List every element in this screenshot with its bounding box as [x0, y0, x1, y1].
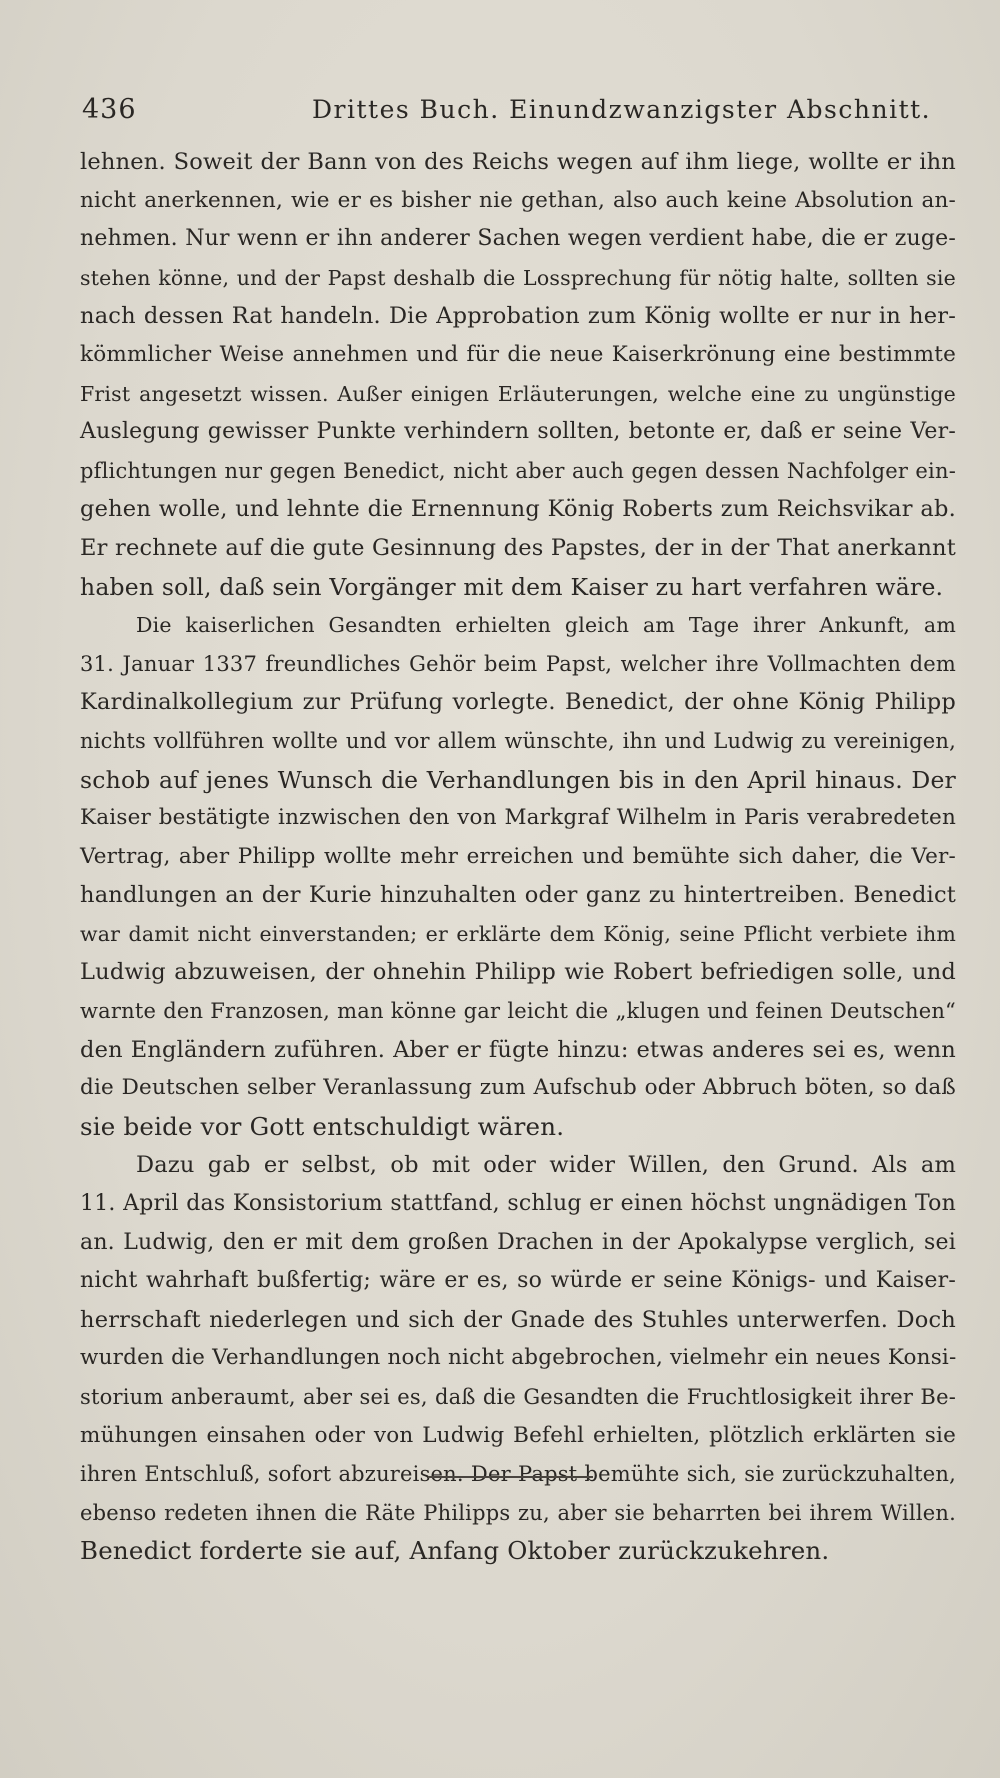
text-line: 11. April das Konsistorium stattfand, schlug er einen höchst ungnädigen Ton: [80, 1191, 956, 1217]
paragraph-1: [80, 143, 956, 606]
body-text: [80, 143, 956, 1571]
section-end-rule: [428, 1476, 593, 1478]
text-line: Dazu gab er selbst, ob mit oder wider Willen, den Grund. Als am: [136, 1152, 956, 1179]
page-number: 436: [82, 94, 137, 125]
text-line: nichts vollführen wollte und vor allem wünschte, ihn und Ludwig zu vereinigen,: [80, 728, 956, 753]
text-line: gehen wolle, und lehnte die Ernennung König Roberts zum Reichsvikar ab.: [80, 496, 956, 523]
text-line: Benedict forderte sie auf, Anfang Oktober zurückzukehren.: [80, 1536, 830, 1566]
text-line: stehen könne, und der Papst deshalb die Lossprechung für nötig halte, sollten sie: [80, 265, 956, 290]
text-line: warnte den Franzosen, man könne gar leicht die „klugen und feinen Deutschen“: [80, 999, 956, 1024]
text-line: Vertrag, aber Philipp wollte mehr erreichen und bemühte sich daher, die Ver-: [80, 843, 956, 869]
text-line: nicht anerkennen, wie er es bisher nie gethan, also auch keine Absolution an-: [80, 187, 956, 213]
text-line: war damit nicht einverstanden; er erklärte dem König, seine Pflicht verbiete ihm: [80, 921, 956, 946]
text-line: lehnen. Soweit der Bann von des Reichs wegen auf ihm liege, wollte er ihn: [80, 149, 956, 175]
text-line: 31. Januar 1337 freundliches Gehör beim Papst, welcher ihre Vollmachten dem: [80, 651, 956, 676]
text-line: den Engländern zuführen. Aber er fügte hinzu: etwas anderes sei es, wenn: [80, 1036, 956, 1063]
text-line: ebenso redeten ihnen die Räte Philipps zu, aber sie beharrten bei ihrem Willen.: [80, 1500, 956, 1525]
text-line: nehmen. Nur wenn er ihn anderer Sachen wegen verdient habe, die er zuge-: [80, 226, 956, 252]
text-line: ihren Entschluß, sofort abzureisen. Der Papst bemühte sich, sie zurückzuhalten,: [80, 1462, 956, 1487]
text-line: Auslegung gewisser Punkte verhindern sollten, betonte er, daß er seine Ver-: [80, 419, 956, 445]
text-line: die Deutschen selber Veranlassung zum Aufschub oder Abbruch böten, so daß: [80, 1075, 956, 1101]
paragraph-3: [80, 1146, 956, 1571]
text-line: schob auf jenes Wunsch die Verhandlungen bis in den April hinaus. Der: [80, 765, 956, 794]
text-line: haben soll, daß sein Vorgänger mit dem Kaiser zu hart verfahren wäre.: [80, 572, 944, 601]
text-line: handlungen an der Kurie hinzuhalten oder ganz zu hintertreiben. Benedict: [80, 882, 956, 909]
text-line: Er rechnete auf die gute Gesinnung des Papstes, der in der That anerkannt: [80, 534, 956, 561]
text-line: Kardinalkollegium zur Prüfung vorlegte. Benedict, der ohne König Philipp: [80, 689, 956, 716]
text-line: an. Ludwig, den er mit dem großen Drachen in der Apokalypse verglich, sei: [80, 1229, 956, 1255]
text-line: Frist angesetzt wissen. Außer einigen Erläuterungen, welche eine zu ungünstige: [80, 381, 956, 406]
text-line: storium anberaumt, aber sei es, daß die Gesandten die Fruchtlosigkeit ihrer Be-: [80, 1385, 956, 1409]
text-line: sie beide vor Gott entschuldigt wären.: [80, 1111, 565, 1141]
text-line: Die kaiserlichen Gesandten erhielten gleich am Tage ihrer Ankunft, am: [136, 613, 956, 638]
text-line: nicht wahrhaft bußfertig; wäre er es, so würde er seine Königs- und Kaiser-: [80, 1268, 956, 1294]
paragraph-2: [80, 606, 956, 1146]
text-line: mühungen einsahen oder von Ludwig Befehl erhielten, plötzlich erklärten sie: [80, 1422, 956, 1448]
running-head: Drittes Buch. Einundzwanzigster Abschnitt.: [312, 95, 932, 124]
text-line: kömmlicher Weise annehmen und für die neue Kaiserkrönung eine bestimmte: [80, 341, 956, 367]
text-line: pflichtungen nur gegen Benedict, nicht aber auch gegen dessen Nachfolger ein-: [80, 458, 956, 483]
text-line: Ludwig abzuweisen, der ohnehin Philipp wie Robert befriedigen solle, und: [80, 959, 956, 986]
page-header: [82, 94, 944, 134]
text-line: Kaiser bestätigte inzwischen den von Markgraf Wilhelm in Paris verabredeten: [80, 805, 956, 831]
text-line: nach dessen Rat handeln. Die Approbation zum König wollte er nur in her-: [80, 303, 956, 330]
text-line: wurden die Verhandlungen noch nicht abgebrochen, vielmehr ein neues Konsi-: [80, 1345, 957, 1371]
text-line: herrschaft niederlegen und sich der Gnade des Stuhles unterwerfen. Doch: [80, 1306, 956, 1333]
